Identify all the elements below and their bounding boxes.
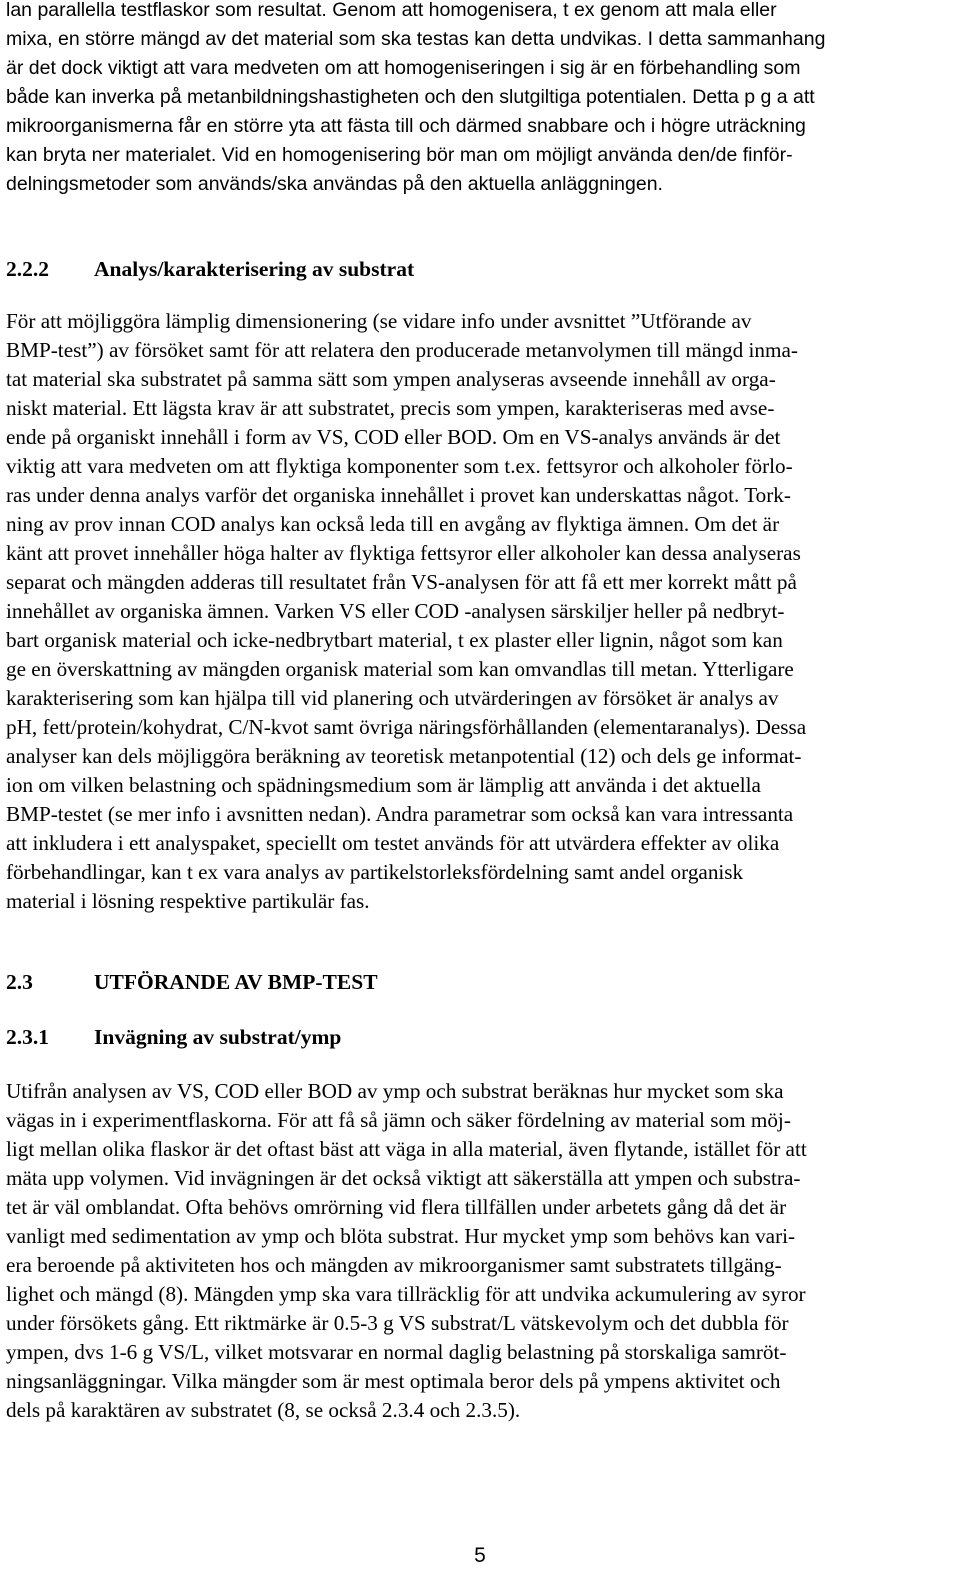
section-title: Invägning av substrat/ymp <box>94 1025 342 1049</box>
text-line: dels på karaktären av substratet (8, se också 2.3.4 och 2.3.5). <box>6 1398 521 1422</box>
section-title: UTFÖRANDE AV BMP-TEST <box>94 970 378 994</box>
text-line: tat material ska substratet på samma sätt som ympen analyseras avseende innehåll av orga- <box>6 367 776 391</box>
text-line: mäta upp volymen. Vid invägningen är det också viktigt att säkerställa att ympen och substra- <box>6 1166 801 1190</box>
section-heading-2-3-1 <box>6 1024 341 1050</box>
text-line: era beroende på aktiviteten hos och mängden av mikroorganismer samt substratets tillgäng- <box>6 1253 782 1277</box>
text-line: lan parallella testflaskor som resultat. Genom att homogenisera, t ex genom att mala eller <box>6 0 777 21</box>
section-title: Analys/karakterisering av substrat <box>94 257 415 281</box>
text-line: ge en överskattning av mängden organisk material som kan omvandlas till metan. Ytterligare <box>6 657 794 681</box>
text-line: Utifrån analysen av VS, COD eller BOD av ymp och substrat beräknas hur mycket som ska <box>6 1079 784 1103</box>
text-line: pH, fett/protein/kohydrat, C/N-kvot samt övriga näringsförhållanden (elementaranalys). Dessa <box>6 715 807 739</box>
text-line: vägas in i experimentflaskorna. För att få så jämn och säker fördelning av material som möj- <box>6 1108 791 1132</box>
text-line: lighet och mängd (8). Mängden ymp ska vara tillräcklig för att undvika ackumulering av syror <box>6 1282 806 1306</box>
text-line: ras under denna analys varför det organiska innehållet i provet kan underskattas något. Tork- <box>6 483 791 507</box>
text-line: ympen, dvs 1-6 g VS/L, vilket motsvarar en normal daglig belastning på storskaliga samröt- <box>6 1340 787 1364</box>
section-2-2-2-paragraph <box>6 307 956 916</box>
text-line: innehållet av organiska ämnen. Varken VS eller COD -analysen särskiljer heller på nedbryt- <box>6 599 785 623</box>
text-line: BMP-test”) av försöket samt för att relatera den producerade metanvolymen till mängd inma- <box>6 338 798 362</box>
text-line: ligt mellan olika flaskor är det oftast bäst att väga in alla material, även flytande, istället för att <box>6 1137 807 1161</box>
text-line: material i lösning respektive partikulär fas. <box>6 889 370 913</box>
section-number: 2.3 <box>6 970 33 994</box>
text-line: vanligt med sedimentation av ymp och blöta substrat. Hur mycket ymp som behövs kan vari- <box>6 1224 796 1248</box>
text-line: mixa, en större mängd av det material som ska testas kan detta undvikas. I detta sammanhang <box>6 28 826 50</box>
section-heading-2-2-2 <box>6 256 414 282</box>
text-line: ion om vilken belastning och spädningsmedium som är lämplig att använda i det aktuella <box>6 773 761 797</box>
text-line: BMP-testet (se mer info i avsnitten nedan). Andra parametrar som också kan vara intressanta <box>6 802 794 826</box>
text-line: För att möjliggöra lämplig dimensionering (se vidare info under avsnittet ”Utförande av <box>6 309 752 333</box>
section-heading-2-3 <box>6 969 378 995</box>
text-line: ningsanläggningar. Vilka mängder som är mest optimala beror dels på ympens aktivitet och <box>6 1369 781 1393</box>
text-line: känt att provet innehåller höga halter av flyktiga fettsyror eller alkoholer kan dessa analyseras <box>6 541 801 565</box>
text-line: är det dock viktigt att vara medveten om att homogeniseringen i sig är en förbehandling som <box>6 57 801 79</box>
text-line: att inkludera i ett analyspaket, speciellt om testet används för att utvärdera effekter av olika <box>6 831 780 855</box>
text-line: niskt material. Ett lägsta krav är att substratet, precis som ympen, karakteriseras med avse- <box>6 396 775 420</box>
text-line: under försökets gång. Ett riktmärke är 0.5-3 g VS substrat/L vätskevolym och det dubbla för <box>6 1311 789 1335</box>
text-line: kan bryta ner materialet. Vid en homogenisering bör man om möjligt använda den/de finför- <box>6 144 793 166</box>
section-number: 2.3.1 <box>6 1025 49 1049</box>
text-line: separat och mängden adderas till resultatet från VS-analysen för att få ett mer korrekt mått på <box>6 570 797 594</box>
text-line: delningsmetoder som används/ska användas på den aktuella anläggningen. <box>6 173 663 195</box>
text-line: ning av prov innan COD analys kan också leda till en avgång av flyktiga ämnen. Om det är <box>6 512 780 536</box>
text-line: tet är väl omblandat. Ofta behövs omrörning vid flera tillfällen under arbetets gång då det är <box>6 1195 787 1219</box>
section-2-3-1-paragraph <box>6 1077 956 1425</box>
text-line: både kan inverka på metanbildningshastigheten och den slutgiltiga potentialen. Detta p g a att <box>6 86 815 108</box>
text-line: mikroorganismerna får en större yta att fästa till och därmed snabbare och i högre uträckning <box>6 115 806 137</box>
text-line: ende på organiskt innehåll i form av VS, COD eller BOD. Om en VS-analys används är det <box>6 425 781 449</box>
intro-paragraph <box>6 0 956 199</box>
text-line: bart organisk material och icke-nedbrytbart material, t ex plaster eller lignin, något som kan <box>6 628 783 652</box>
text-line: karakterisering som kan hjälpa till vid planering och utvärderingen av försöket är analys av <box>6 686 779 710</box>
page-number: 5 <box>474 1544 486 1567</box>
text-line: viktig att vara medveten om att flyktiga komponenter som t.ex. fettsyror och alkoholer förlo- <box>6 454 793 478</box>
text-line: analyser kan dels möjliggöra beräkning av teoretisk metanpotential (12) och dels ge informat- <box>6 744 802 768</box>
text-line: förbehandlingar, kan t ex vara analys av partikelstorleksfördelning samt andel organisk <box>6 860 744 884</box>
section-number: 2.2.2 <box>6 257 49 281</box>
